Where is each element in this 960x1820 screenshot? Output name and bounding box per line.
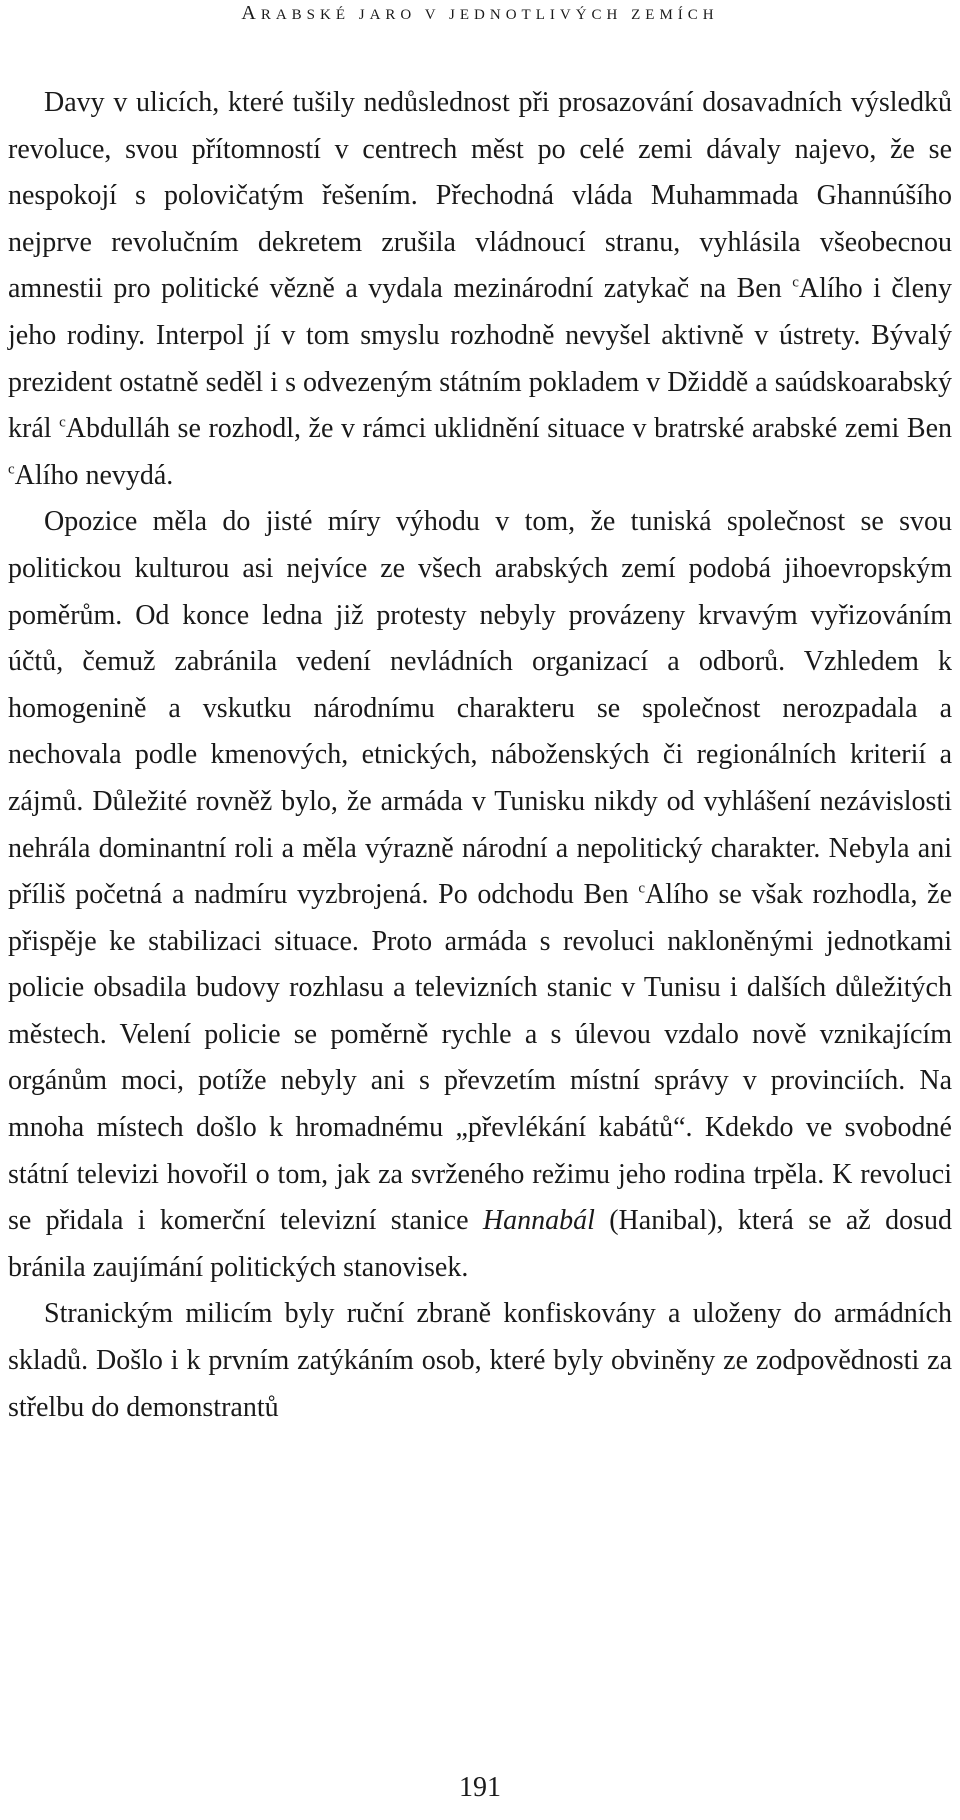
paragraph-2-text-b: Alího se však rozhodla, že přispěje ke stabilizaci situace. Proto armáda s revoluci nakloněnými jednotkami policie obsadila budovy rozhlasu a televizních stanic v Tunisu i dalších důležitých městech. Velení policie se poměrně rychle a s úlevou vzdalo nově vznikajícím orgánům moci, potíže nebyly ani s převzetím místní správy v provinciích. Na mnoha místech došlo k hromadnému „převlékání kabátů“. Kdekdo ve svobodné státní televizi hovořil o tom, jak za svrženého režimu jeho rodina trpěla. K revoluci se přidala i komerční televizní stanice [8,879,952,1237]
paragraph-2-text-c: (Hanibal), která se až dosud bránila zaujímání politických stanovisek. [8,1205,952,1283]
paragraph-2 [8,499,952,1291]
paragraph-2-text-a: Opozice měla do jisté míry výhodu v tom, že tuniská společnost se svou politickou kulturou asi nejvíce ze všech arabských zemí podobá jihoevropským poměrům. Od konce ledna již protesty nebyly provázeny krvavým vyřizováním účtů, čemuž zabránila vedení nevládních organizací a odborů. Vzhledem k homogenině a vskutku národnímu charakteru se společnost nerozpadala a nechovala podle kmenových, etnických, náboženských či regionálních kriterií a zájmů. Důležité rovněž bylo, že armáda v Tunisku nikdy od vyhlášení nezávislosti nehrála dominantní roli a měla výrazně národní a nepolitický charakter. Nebyla ani příliš početná a nadmíru vyzbrojená. Po odchodu Ben [8,506,952,911]
ayn-superscript: c [8,461,15,478]
page-number: 191 [459,1772,501,1803]
ayn-superscript: c [638,880,646,897]
paragraph-3-text: Stranickým milicím byly ruční zbraně konfiskovány a uloženy do armádních skladů. Došlo i k prvním zatýkáním osob, které byly obviněny ze zodpovědnosti za střelbu do demonstrantů [8,1298,952,1423]
running-head-text: RABSKÉ JARO V JEDNOTLIVÝCH ZEMÍCH [260,7,719,23]
paragraph-3 [8,1291,952,1431]
paragraph-1 [8,80,952,499]
running-head [0,2,960,25]
paragraph-1-text-d: Alího nevydá. [14,459,174,491]
paragraph-1-text-c: Abdulláh se rozhodl, že v rámci uklidnění situace v bratrské arabské zemi Ben [65,413,952,445]
body-text [8,80,952,1431]
paragraph-1-text-a: Davy v ulicích, které tušily nedůslednost při prosazování dosavadních výsledků revoluce, svou přítomností v centrech měst po celé zemi dávaly najevo, že se nespokojí s polovičatým řešením. Přechodná vláda Muhammada Ghannúšího nejprve revolučním dekretem zrušila vládnoucí stranu, vyhlásila všeobecnou amnestii pro politické vězně a vydala mezinárodní zatykač na Ben [8,87,952,305]
paragraph-1-text-b: Alího i členy jeho rodiny. Interpol jí v tom smyslu rozhodně nevyšel aktivně v ústrety. Bývalý prezident ostatně seděl i s odvezeným státním pokladem v Džiddě a saúdskoarabský král [8,273,952,445]
running-head-initial: A [241,2,261,24]
ayn-superscript: c [59,414,66,431]
station-name-italic: Hannabál [482,1205,595,1237]
ayn-superscript: c [792,274,799,291]
